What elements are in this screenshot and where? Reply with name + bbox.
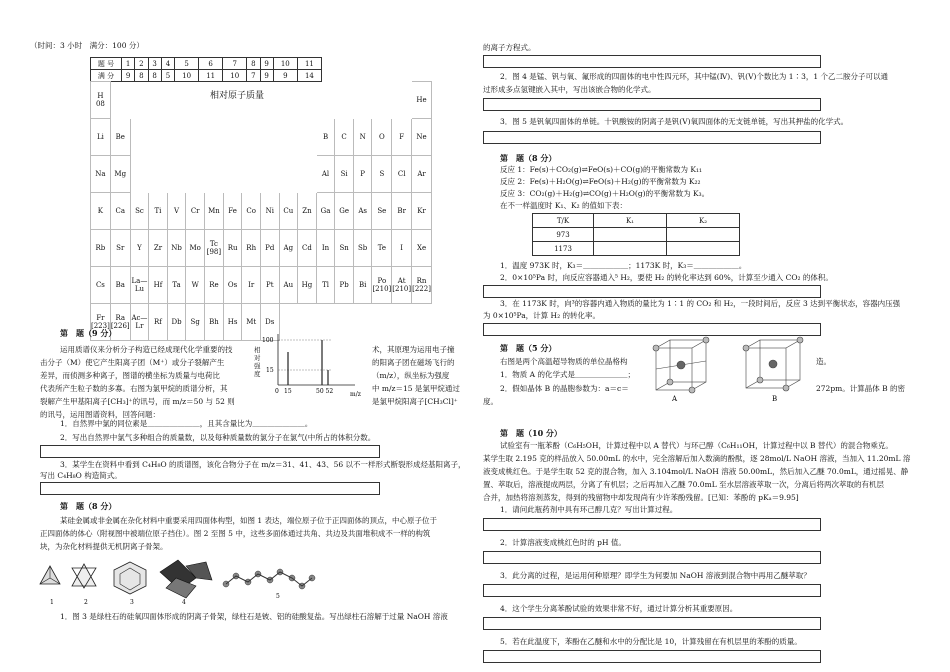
q5-answer-box[interactable] bbox=[483, 551, 821, 564]
score-points-cell: 14 bbox=[297, 70, 321, 82]
empty-cell bbox=[186, 119, 205, 156]
element-cell: Bi bbox=[353, 267, 372, 304]
q3-reaction-2: 反应 2：Fe(s)＋H₂O(g)⇌FeO(s)＋H₂(g)的平衡常数为 K₂₂ bbox=[500, 177, 701, 186]
empty-cell bbox=[298, 119, 317, 156]
periodic-table-wrap bbox=[90, 81, 432, 330]
q1-right-line: 中 m/z＝15 是氯甲烷通过 bbox=[372, 384, 460, 393]
element-cell: Na bbox=[91, 156, 111, 193]
element-cell: Ag bbox=[279, 230, 298, 267]
element-cell: Rb bbox=[91, 230, 111, 267]
q2-line2: 正四面体的体心（附视图中被端位原子挡住）。图 2 至图 5 中，这些多面体通过共角、共边及共面堆积成不一样的构筑 bbox=[40, 529, 431, 538]
k-table-header-k2: K₂ bbox=[667, 214, 740, 228]
q2-sub1: 1．图 3 是绿柱石的硅氧四面体形成的阴离子骨架，绿柱石是铍、铝的硅酸复盐。写出绿柱石溶解于过量 NaOH 溶液 bbox=[60, 612, 448, 621]
element-cell: He bbox=[412, 82, 432, 119]
score-points-cell: 5 bbox=[161, 70, 174, 82]
element-cell: Rf bbox=[149, 304, 168, 341]
element-cell: As bbox=[353, 193, 372, 230]
empty-cell bbox=[298, 82, 317, 119]
empty-cell bbox=[149, 82, 168, 119]
score-question-cell: 6 bbox=[199, 58, 223, 70]
element-cell: Xe bbox=[412, 230, 432, 267]
element-cell: Mo bbox=[186, 230, 205, 267]
element-cell: Ne bbox=[412, 119, 432, 156]
q1-sub2: 2．写出自然界中氯气多种组合的质量数，以及每种质量数的氯分子在氯气(中所占的体积分数。 bbox=[60, 433, 376, 442]
periodic-row bbox=[91, 119, 432, 156]
score-question-cell: 题 号 bbox=[91, 58, 122, 70]
score-question-cell: 10 bbox=[273, 58, 297, 70]
empty-cell bbox=[167, 82, 186, 119]
q1-line: 裂解产生甲基阳离子[CH₃]⁺的讯号，而 m/z＝50 与 52 则 bbox=[40, 397, 235, 406]
k-table-header-k1: K₁ bbox=[594, 214, 667, 228]
element-cell: Te bbox=[372, 230, 392, 267]
q2-answer-box-2[interactable] bbox=[483, 98, 821, 111]
fig3-ring bbox=[114, 562, 146, 594]
q3-heading: 第 题（8 分） bbox=[500, 153, 557, 163]
score-question-cell: 8 bbox=[247, 58, 260, 70]
element-cell: Co bbox=[242, 193, 261, 230]
q4-sub1: 1．物质 A 的化学式是＿＿＿＿＿＿＿； bbox=[500, 370, 635, 379]
element-cell: In bbox=[316, 230, 335, 267]
score-points-cell: 9 bbox=[273, 70, 297, 82]
element-cell: Cl bbox=[392, 156, 412, 193]
q1-line: 运用质谱仪来分析分子构造已经成现代化学重要的技 bbox=[60, 345, 233, 354]
q5-heading: 第 题（10 分） bbox=[500, 428, 562, 438]
element-cell: Mt bbox=[242, 304, 261, 341]
fig-label-1: 1 bbox=[50, 599, 54, 606]
element-cell: V bbox=[167, 193, 186, 230]
element-cell: La—Lu bbox=[130, 267, 149, 304]
k-table bbox=[532, 213, 740, 256]
element-cell: Zr bbox=[149, 230, 168, 267]
score-points-cell: 9 bbox=[122, 70, 135, 82]
element-cell: Po [210] bbox=[372, 267, 392, 304]
element-cell: Cd bbox=[298, 230, 317, 267]
periodic-row bbox=[91, 193, 432, 230]
q5-line: 试验室有一瓶苯酚（C₆H₅OH，计算过程中以 A 替代）与环己醇（C₆H₁₁OH，计算过程中以 B 替代）的混合物乘克。 bbox=[500, 441, 893, 450]
k-table-cell-k1-973[interactable] bbox=[594, 228, 667, 242]
k-table-row-1173: 1173 bbox=[533, 242, 594, 256]
score-question-cell: 1 bbox=[122, 58, 135, 70]
q5-answer-box[interactable] bbox=[483, 518, 821, 531]
empty-cell bbox=[392, 304, 412, 341]
q1-answer-box-3[interactable] bbox=[40, 482, 380, 495]
element-cell: Tc [98] bbox=[205, 230, 224, 267]
element-cell: H 08 bbox=[91, 82, 111, 119]
empty-cell bbox=[335, 82, 354, 119]
element-cell: Mg bbox=[110, 156, 130, 193]
element-cell: Pt bbox=[260, 267, 279, 304]
q1-answer-box-2[interactable] bbox=[40, 445, 380, 458]
q2-answer-box-3[interactable] bbox=[483, 131, 821, 144]
element-cell: Ge bbox=[335, 193, 354, 230]
score-table bbox=[90, 57, 322, 82]
element-cell: Zn bbox=[298, 193, 317, 230]
empty-cell bbox=[205, 119, 224, 156]
empty-cell bbox=[223, 156, 242, 193]
empty-cell bbox=[186, 82, 205, 119]
empty-cell bbox=[149, 119, 168, 156]
empty-cell bbox=[279, 156, 298, 193]
empty-cell bbox=[242, 119, 261, 156]
q1-right-line: （m/z），纵坐标为强度 bbox=[372, 371, 450, 380]
element-cell: Y bbox=[130, 230, 149, 267]
empty-cell bbox=[372, 304, 392, 341]
element-cell: Os bbox=[223, 267, 242, 304]
q3-reaction-3: 反应 3：CO₂(g)＋H₂(g)⇌CO(g)＋H₂O(g)的平衡常数为 K₃。 bbox=[500, 189, 710, 198]
element-cell: Ra [226] bbox=[110, 304, 130, 341]
score-points-cell: 8 bbox=[135, 70, 148, 82]
empty-cell bbox=[316, 82, 335, 119]
element-cell: Sb bbox=[353, 230, 372, 267]
q5-sub: 4．这个学生分离苯酚试验的效果非常不好，通过计算分析其重要原因。 bbox=[500, 604, 738, 613]
q2-sub1-cont: 的离子方程式。 bbox=[483, 43, 536, 52]
q4-sub2: 2．假如晶体 B 的晶胞参数为：a＝c＝ bbox=[500, 384, 629, 393]
element-cell: Cr bbox=[186, 193, 205, 230]
q3-answer-box-2[interactable] bbox=[483, 285, 821, 298]
empty-cell bbox=[130, 82, 149, 119]
k-table-cell-k1-1173[interactable] bbox=[594, 242, 667, 256]
fig1-tetrahedron bbox=[40, 566, 60, 584]
empty-cell bbox=[372, 82, 392, 119]
polyhedra-figures bbox=[36, 558, 356, 608]
score-points-cell: 10 bbox=[223, 70, 247, 82]
empty-cell bbox=[242, 156, 261, 193]
fig4-ring bbox=[160, 560, 212, 598]
element-cell: K bbox=[91, 193, 111, 230]
q5-line: 液变成桃红色。于是学生取 52 克的混合物，加入 3.104mol/L NaOH 溶液 50.00mL，然后加入乙醚 70.0mL，通过摇晃、静 bbox=[483, 467, 909, 476]
element-cell: Cu bbox=[279, 193, 298, 230]
element-cell: Bh bbox=[205, 304, 224, 341]
score-points-cell: 8 bbox=[148, 70, 161, 82]
periodic-table-title: 相对原子质量 bbox=[210, 91, 265, 101]
crystal-label-a: A bbox=[672, 395, 678, 403]
element-cell: Mn bbox=[205, 193, 224, 230]
q2-sub2: 2．图 4 是锰、钒与氧、氟形成的四面体的电中性四元环，其中锰(Ⅳ)、钒(Ⅴ)个数比为 1∶3，1 个乙二胺分子可以通 bbox=[500, 72, 889, 81]
q1-right-line: 是氯甲烷阳离子[CH₃Cl]⁺ bbox=[372, 397, 458, 406]
q5-answer-box[interactable] bbox=[483, 617, 821, 630]
fig-label-2: 2 bbox=[84, 599, 88, 606]
element-cell: Ru bbox=[223, 230, 242, 267]
element-cell: W bbox=[186, 267, 205, 304]
element-cell: Ca bbox=[110, 193, 130, 230]
element-cell: Ni bbox=[260, 193, 279, 230]
empty-cell bbox=[205, 156, 224, 193]
empty-cell bbox=[260, 156, 279, 193]
q3-reaction-1: 反应 1：Fe(s)＋CO₂(g)⇌FeO(s)＋CO(g)的平衡常数为 K₁₁ bbox=[500, 165, 703, 174]
score-row-points bbox=[91, 70, 322, 82]
empty-cell bbox=[260, 119, 279, 156]
element-cell: Rh bbox=[242, 230, 261, 267]
q4-heading: 第 题（5 分） bbox=[500, 343, 557, 353]
element-cell: Sr bbox=[110, 230, 130, 267]
q5-line: 合并，加热将溶剂蒸发，得到的残留物中却发现尚有少许苯酚残留。[已知：苯酚的 pKₐ＝9.95] bbox=[483, 493, 799, 502]
y-axis-label: 相对强度 bbox=[254, 346, 261, 378]
score-points-cell: 9 bbox=[260, 70, 273, 82]
q1-right-line: 的阳离子团在磁场飞行的 bbox=[372, 358, 455, 367]
element-cell: N bbox=[353, 119, 372, 156]
empty-cell bbox=[223, 119, 242, 156]
periodic-row bbox=[91, 156, 432, 193]
fig-label-4: 4 bbox=[182, 599, 186, 606]
element-cell: Br bbox=[392, 193, 412, 230]
time-note: （时间：3 小时 满分：100 分） bbox=[30, 41, 144, 50]
empty-cell bbox=[110, 82, 130, 119]
periodic-row bbox=[91, 267, 432, 304]
element-cell: Pd bbox=[260, 230, 279, 267]
empty-cell bbox=[149, 156, 168, 193]
q2-answer-box-1[interactable] bbox=[483, 55, 821, 68]
element-cell: Li bbox=[91, 119, 111, 156]
q2-sub3: 3．图 5 是钒氧四面体的单链。十钒酸铵的阴离子是钒(Ⅴ)氧四面体的无支链单链，写出其押盐的化学式。 bbox=[500, 117, 849, 126]
score-points-cell: 10 bbox=[175, 70, 199, 82]
q5-answer-box[interactable] bbox=[483, 650, 821, 663]
empty-cell bbox=[130, 156, 149, 193]
element-cell: Ta bbox=[167, 267, 186, 304]
score-question-cell: 11 bbox=[297, 58, 321, 70]
empty-cell bbox=[167, 156, 186, 193]
q4-sub2b: 度。 bbox=[483, 397, 498, 406]
q1-line: 代表所产生粒子数的多寡。右图为氯甲烷的质谱分析，其 bbox=[40, 384, 228, 393]
q5-sub: 3．此分离的过程，是运用何种原理？即学生为何要加 NaOH 溶液到混合物中再用乙醚萃取？ bbox=[500, 571, 811, 580]
q2-line1: 某硅金属或非金属在杂化材料中重要采用四面体构型，如图 1 表达，端位原子位于正四面体的顶点，中心原子位于 bbox=[60, 516, 438, 525]
q1-heading: 第 题（9 分） bbox=[60, 328, 117, 338]
q4-intro: 右图是两个高温超导物质的单位晶格构 bbox=[500, 357, 628, 366]
k-table-header-t: T/K bbox=[533, 214, 594, 228]
element-cell: Fr [223] bbox=[91, 304, 111, 341]
score-question-cell: 4 bbox=[161, 58, 174, 70]
element-cell: P bbox=[353, 156, 372, 193]
fig-label-5: 5 bbox=[276, 593, 280, 600]
q1-right-line: 术，其原理为运用电子撞 bbox=[372, 345, 455, 354]
crystal-label-b: B bbox=[772, 395, 778, 403]
element-cell: Fe bbox=[223, 193, 242, 230]
q3-sub3b: 为 0×10⁵Pa，计算 H₂ 的转化率。 bbox=[483, 311, 600, 320]
q1-line: 差异，而侦测多种离子，图谱的横坐标为质量与电荷比 bbox=[40, 371, 220, 380]
k-table-row-973: 973 bbox=[533, 228, 594, 242]
score-question-cell: 5 bbox=[175, 58, 199, 70]
q5-sub: 5．若在此温度下，苯酚在乙醚和水中的分配比是 10，计算残留在有机层里的苯酚的质量。 bbox=[500, 637, 802, 646]
q1-sub3b: 写出 C₄H₈O 构造简式。 bbox=[40, 471, 122, 480]
periodic-table bbox=[90, 81, 432, 341]
empty-cell bbox=[186, 156, 205, 193]
element-cell: O bbox=[372, 119, 392, 156]
q2-sub2b: 过形成多点氢键嵌入其中，写出该嵌合物的化学式。 bbox=[483, 85, 656, 94]
q5-answer-box[interactable] bbox=[483, 584, 821, 597]
score-points-cell: 7 bbox=[247, 70, 260, 82]
element-cell: Tl bbox=[316, 267, 335, 304]
empty-cell bbox=[353, 82, 372, 119]
element-cell: Hf bbox=[149, 267, 168, 304]
element-cell: At [210] bbox=[392, 267, 412, 304]
element-cell: Ti bbox=[149, 193, 168, 230]
element-cell: Si bbox=[335, 156, 354, 193]
score-question-cell: 2 bbox=[135, 58, 148, 70]
element-cell: Se bbox=[372, 193, 392, 230]
crystal-structures bbox=[650, 334, 810, 404]
element-cell: Ba bbox=[110, 267, 130, 304]
x-axis-label: m/z bbox=[350, 391, 361, 398]
q5-line: 某学生取 2.195 克的样品放入 50.00mL 的水中，完全溶解后加入数滴的酚酞，逐 28mol/L NaOH 溶液，当加入 11.20mL 溶 bbox=[483, 454, 911, 463]
k-table-cell-k2-1173[interactable] bbox=[667, 242, 740, 256]
x-tick-15: 15 bbox=[284, 388, 292, 395]
fig-label-3: 3 bbox=[130, 599, 134, 606]
score-points-cell: 满 分 bbox=[91, 70, 122, 82]
element-cell: Cs bbox=[91, 267, 111, 304]
q1-line: 的讯号，运用图谱资料，回答问题： bbox=[40, 410, 160, 419]
element-cell: C bbox=[335, 119, 354, 156]
x-tick-0: 0 bbox=[275, 388, 279, 395]
q1-sub1: 1．自然界中氯的同位素是＿＿＿＿＿＿＿，且其含量比为＿＿＿＿＿＿＿。 bbox=[60, 419, 313, 428]
fig2-ring bbox=[72, 564, 96, 588]
empty-cell bbox=[279, 119, 298, 156]
element-cell: Hs bbox=[223, 304, 242, 341]
element-cell: Rn [222] bbox=[412, 267, 432, 304]
element-cell: Au bbox=[279, 267, 298, 304]
element-cell: Ac—Lr bbox=[130, 304, 149, 341]
q5-line: 置、萃取后，溶液提成两层，分离了有机层；之后再加入乙醚 70.0mL 至水层溶液萃取一次，分离后将两次萃取的有机层 bbox=[483, 480, 885, 489]
empty-cell bbox=[130, 119, 149, 156]
element-cell: Sn bbox=[335, 230, 354, 267]
element-cell: Db bbox=[167, 304, 186, 341]
empty-cell bbox=[298, 156, 317, 193]
y-tick-100: 100 bbox=[262, 337, 274, 344]
empty-cell bbox=[167, 119, 186, 156]
score-points-cell: 11 bbox=[199, 70, 223, 82]
q3-sub2: 2．0×10⁵Pa 时，向反应容器通入⁵ H₂，要使 H₂ 的转化率达到 60%，计算至少通入 CO₂ 的体积。 bbox=[500, 273, 833, 282]
q3-sub3: 3．在 1173K 时，向³的容器内通入物质的量比为 1∶1 的 CO₂ 和 H₂，一段时间后，反应 3 达到平衡状态，容器内压强 bbox=[500, 299, 901, 308]
element-cell: Ir bbox=[242, 267, 261, 304]
q3-sub1: 1．温度 973K 时，K₃＝＿＿＿＿＿＿；1173K 时，K₃＝＿＿＿＿＿＿。 bbox=[500, 261, 747, 270]
empty-cell bbox=[412, 304, 432, 341]
element-cell: Hg bbox=[298, 267, 317, 304]
q5-sub: 1．请问此瓶药剂中具有环己醇几克？写出计算过程。 bbox=[500, 505, 678, 514]
element-cell: S bbox=[372, 156, 392, 193]
element-cell: Ga bbox=[316, 193, 335, 230]
x-tick-50-52: 50 52 bbox=[316, 388, 334, 395]
element-cell: F bbox=[392, 119, 412, 156]
k-table-cell-k2-973[interactable] bbox=[667, 228, 740, 242]
element-cell: Sc bbox=[130, 193, 149, 230]
element-cell: Be bbox=[110, 119, 130, 156]
element-cell: Pb bbox=[335, 267, 354, 304]
crystal-b bbox=[743, 337, 803, 391]
element-cell: Ds bbox=[260, 304, 279, 341]
q4-sub2-end: 272pm。计算晶体 B 的密 bbox=[816, 384, 906, 393]
q3-table-intro: 在不一样温度时 K₁、K₂ 的值如下表： bbox=[500, 201, 627, 210]
q5-sub: 2．计算溶液变成桃红色时的 pH 值。 bbox=[500, 538, 626, 547]
q4-intro-end: 造。 bbox=[816, 357, 831, 366]
fig5-chain bbox=[223, 569, 315, 589]
mass-spectrum-chart bbox=[250, 330, 372, 398]
q1-line: 击分子（M）使它产生阳离子团（M⁺）或分子裂解产生 bbox=[40, 358, 225, 367]
element-cell: I bbox=[392, 230, 412, 267]
empty-cell bbox=[279, 82, 298, 119]
y-tick-15: 15 bbox=[266, 367, 274, 374]
element-cell: Al bbox=[316, 156, 335, 193]
element-cell: B bbox=[316, 119, 335, 156]
crystal-a bbox=[653, 337, 709, 393]
score-question-cell: 7 bbox=[223, 58, 247, 70]
empty-cell bbox=[392, 82, 412, 119]
q1-sub3: 3．某学生在资料中看到 C₄H₈O 的质谱图，该化合物分子在 m/z＝31、41、43、56 以不一样形式断裂形成烃基阳离子， bbox=[60, 460, 466, 469]
q2-heading: 第 题（8 分） bbox=[60, 501, 117, 511]
element-cell: Re bbox=[205, 267, 224, 304]
element-cell: Ar bbox=[412, 156, 432, 193]
element-cell: Kr bbox=[412, 193, 432, 230]
score-row-question bbox=[91, 58, 322, 70]
element-cell: Sg bbox=[186, 304, 205, 341]
q2-line3: 块，为杂化材料提供无机阴离子骨架。 bbox=[40, 542, 168, 551]
element-cell: Nb bbox=[167, 230, 186, 267]
score-question-cell: 3 bbox=[148, 58, 161, 70]
score-question-cell: 9 bbox=[260, 58, 273, 70]
periodic-row bbox=[91, 230, 432, 267]
